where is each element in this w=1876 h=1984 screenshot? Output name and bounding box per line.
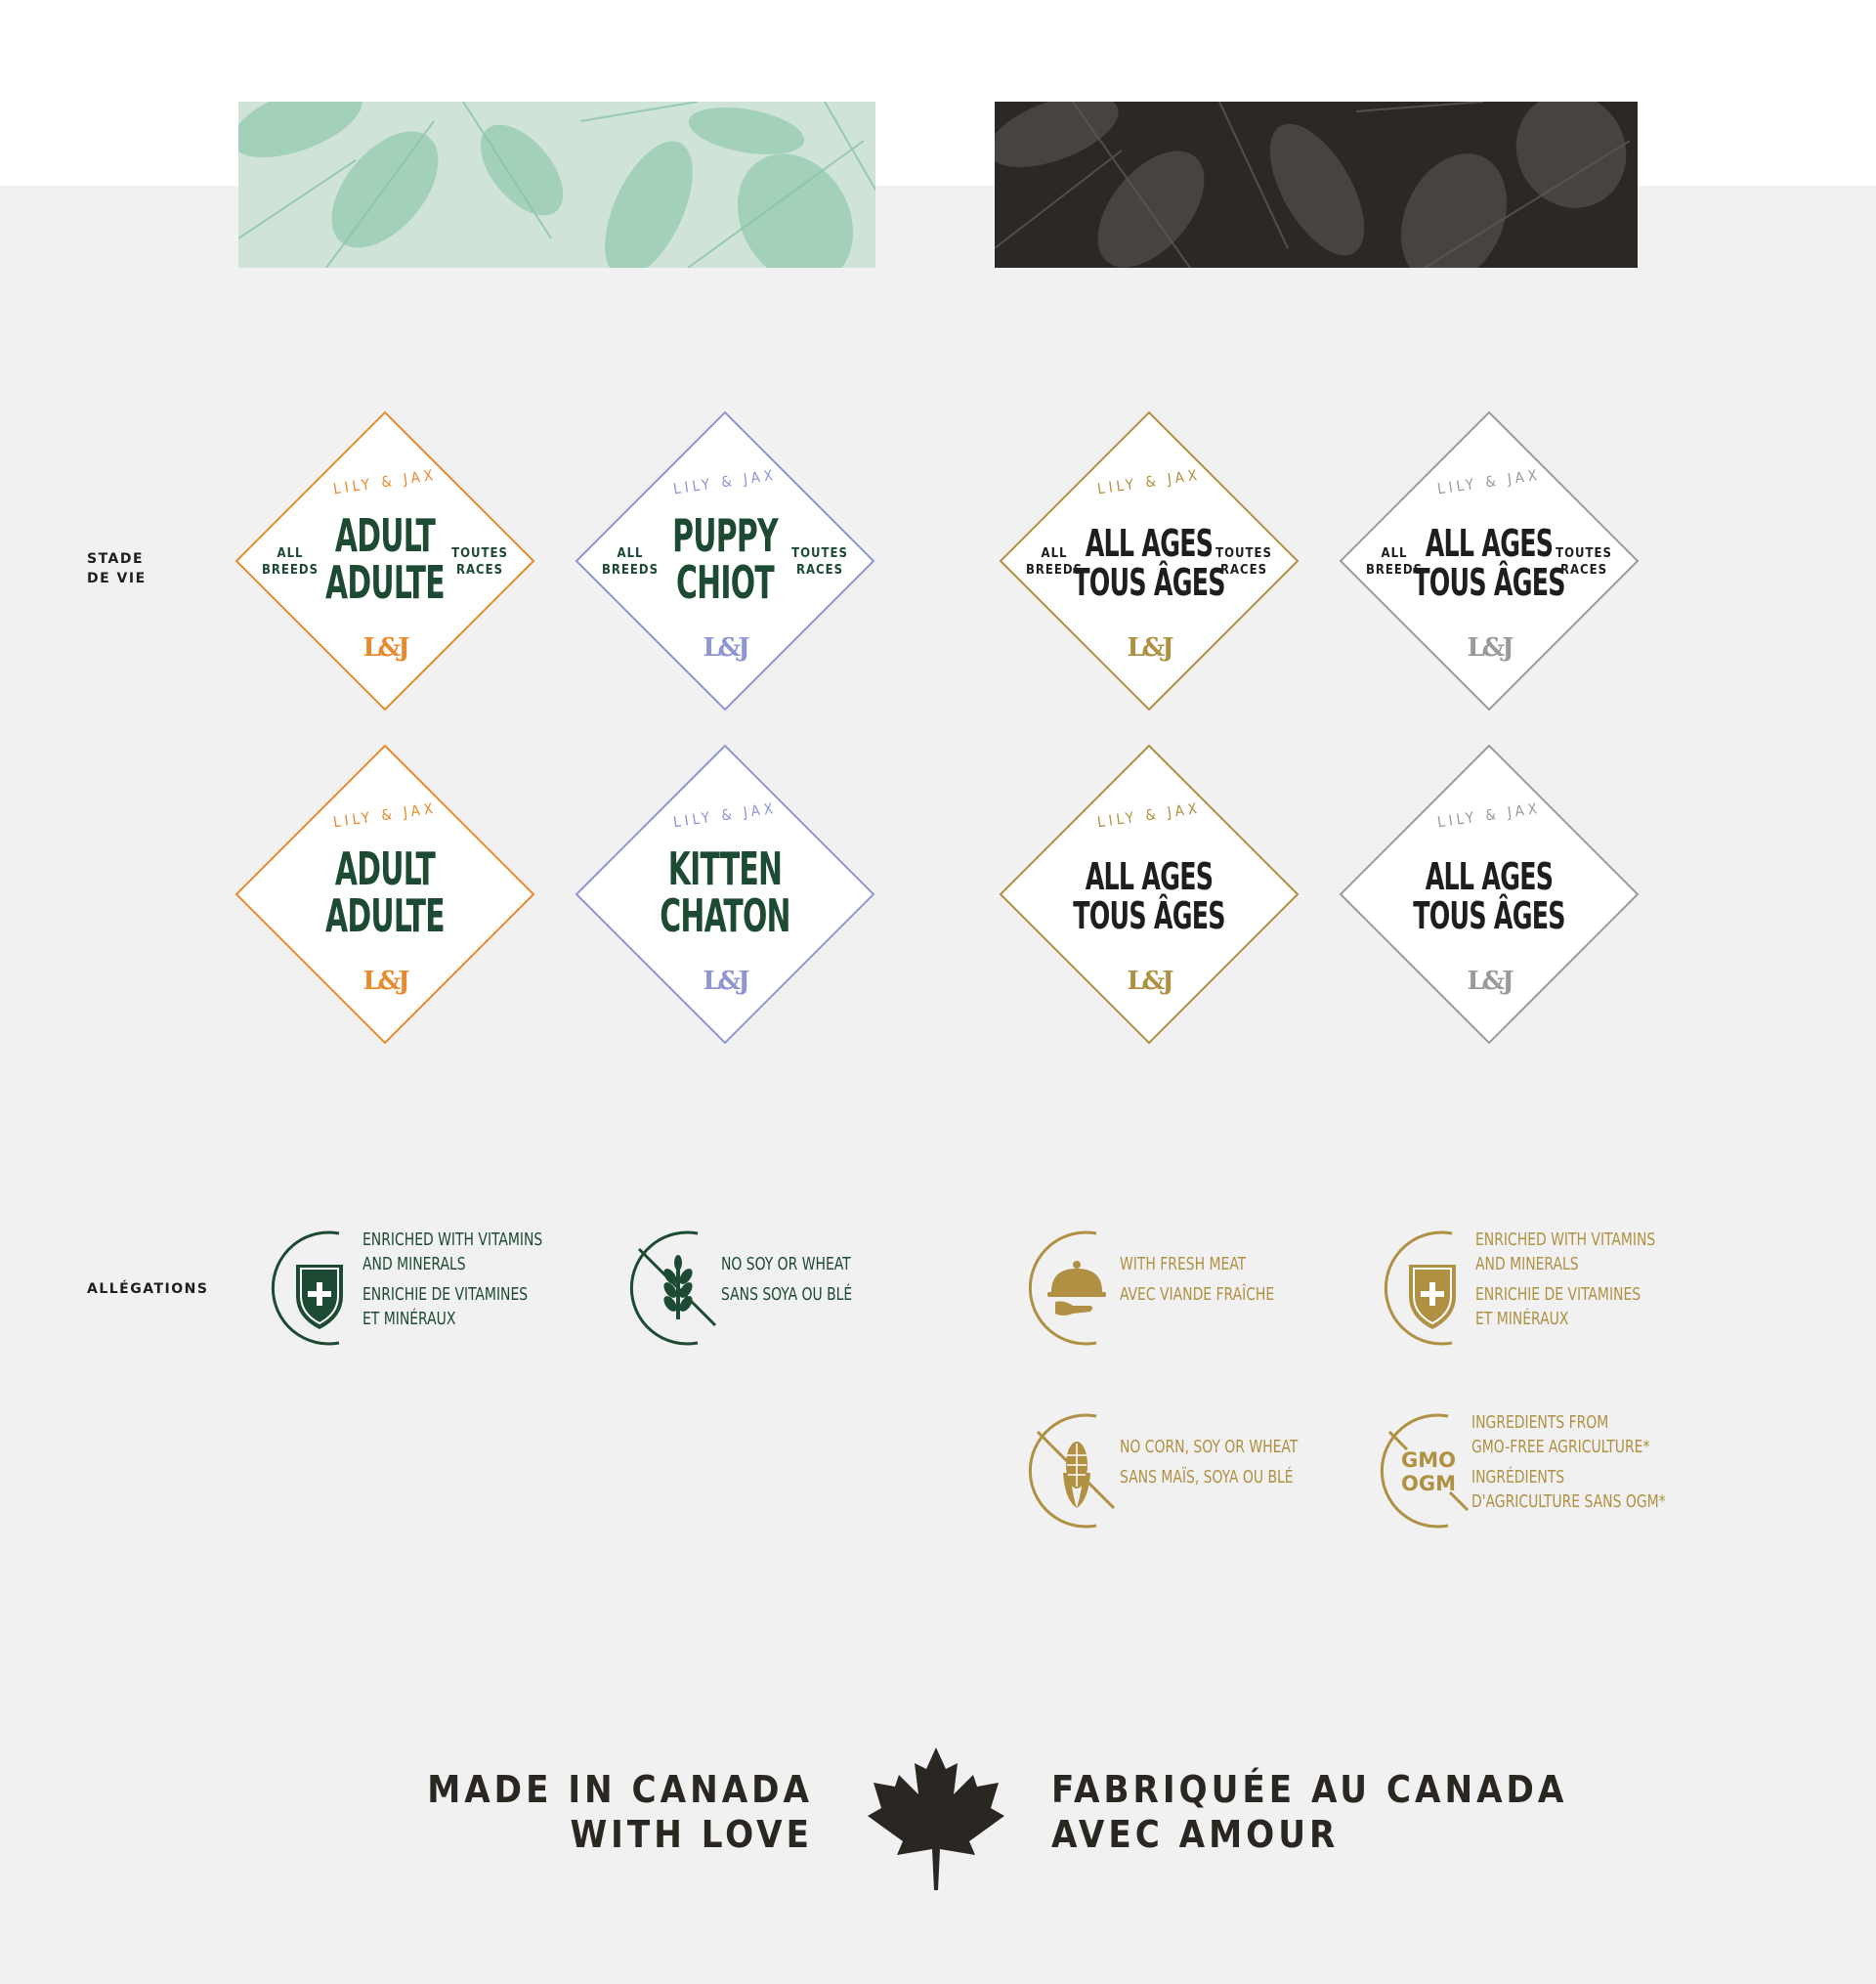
svg-text:GMO: GMO: [1401, 1448, 1456, 1472]
claim-text-fr: AVEC VIANDE FRAÎCHE: [1120, 1284, 1275, 1305]
made-in-canada-fr: FABRIQUÉE AU CANADA AVEC AMOUR: [1051, 1768, 1568, 1856]
badge-brand: LILY & JAX: [1435, 465, 1542, 498]
claim-text-fr: SANS MAÏS, SOYA OU BLÉ: [1120, 1467, 1294, 1488]
botanical-pattern-swatch-mint: [238, 102, 875, 268]
made-in-canada-en: MADE IN CANADA WITH LOVE: [427, 1768, 813, 1856]
lj-monogram-icon: L&J: [703, 967, 747, 996]
lj-monogram-icon: L&J: [362, 633, 407, 663]
badge-all-ages-gray-plain: [1339, 744, 1640, 1045]
badge-title: ADULT ADULTE: [325, 509, 445, 609]
badge-brand: LILY & JAX: [1095, 465, 1202, 498]
claim-text-fr: SANS SOYA OU BLÉ: [721, 1284, 853, 1305]
lj-monogram-icon: L&J: [1467, 633, 1512, 663]
badge-title: KITTEN CHATON: [660, 842, 790, 942]
badge-brand: LILY & JAX: [671, 798, 778, 832]
stage-of-life-label: STADE DE VIE: [87, 551, 147, 586]
badge-all-ages-gold-plain: [999, 744, 1300, 1045]
badge-left-text: ALL BREEDS: [601, 546, 660, 578]
claim-text-fr: ET MINÉRAUX: [1475, 1309, 1569, 1329]
badge-puppy-all-breeds: [575, 410, 875, 712]
claim-text-en: AND MINERALS: [1475, 1254, 1579, 1274]
botanical-pattern-swatch-dark: [995, 102, 1638, 268]
badge-left-text: ALL BREEDS: [1025, 546, 1084, 578]
maple-leaf-icon: [868, 1747, 1004, 1890]
badge-brand: LILY & JAX: [1435, 798, 1542, 832]
badge-right-text: TOUTES RACES: [1556, 546, 1612, 578]
claim-text-en: GMO-FREE AGRICULTURE*: [1471, 1437, 1650, 1457]
badge-left-text: ALL BREEDS: [1365, 546, 1424, 578]
claim-text-en: WITH FRESH MEAT: [1120, 1254, 1247, 1274]
claim-text-en: NO SOY OR WHEAT: [721, 1254, 851, 1274]
claim-text-en: ENRICHED WITH VITAMINS: [1475, 1229, 1656, 1250]
badge-adult-all-breeds: [234, 410, 535, 712]
claims-label: ALLÉGATIONS: [87, 1281, 209, 1297]
badge-all-ages-gold: [999, 410, 1300, 712]
svg-text:OGM: OGM: [1401, 1472, 1456, 1495]
badge-title: ALL AGES TOUS ÂGES: [1413, 855, 1565, 937]
badge-kitten: [575, 744, 875, 1045]
badge-adult: [234, 744, 535, 1045]
badge-title: PUPPY CHIOT: [672, 509, 778, 609]
badge-all-ages-gray: [1339, 410, 1640, 712]
claim-text-en: INGREDIENTS FROM: [1471, 1412, 1609, 1433]
lj-monogram-icon: L&J: [703, 633, 747, 663]
lj-monogram-icon: L&J: [1127, 633, 1172, 663]
lj-monogram-icon: L&J: [1127, 967, 1172, 996]
badge-brand: LILY & JAX: [331, 465, 438, 498]
lj-monogram-icon: L&J: [362, 967, 407, 996]
badge-brand: LILY & JAX: [1095, 798, 1202, 832]
badge-right-text: TOUTES RACES: [791, 546, 848, 578]
claim-text-en: ENRICHED WITH VITAMINS: [362, 1229, 543, 1250]
badge-right-text: TOUTES RACES: [451, 546, 508, 578]
badge-brand: LILY & JAX: [671, 465, 778, 498]
lj-monogram-icon: L&J: [1467, 967, 1512, 996]
badge-title: ALL AGES TOUS ÂGES: [1073, 855, 1225, 937]
claim-text-fr: ENRICHIE DE VITAMINES: [362, 1284, 529, 1305]
claim-text-fr: ET MINÉRAUX: [362, 1309, 456, 1329]
badge-title: ALL AGES TOUS ÂGES: [1413, 522, 1565, 604]
claim-text-fr: D'AGRICULTURE SANS OGM*: [1471, 1491, 1666, 1512]
claim-text-fr: INGRÉDIENTS: [1471, 1467, 1565, 1488]
badge-brand: LILY & JAX: [331, 798, 438, 832]
claim-text-fr: ENRICHIE DE VITAMINES: [1475, 1284, 1642, 1305]
claim-text-en: AND MINERALS: [362, 1254, 466, 1274]
badge-title: ADULT ADULTE: [325, 842, 445, 942]
claim-text-en: NO CORN, SOY OR WHEAT: [1120, 1437, 1299, 1457]
badge-right-text: TOUTES RACES: [1215, 546, 1272, 578]
badge-title: ALL AGES TOUS ÂGES: [1073, 522, 1225, 604]
badge-left-text: ALL BREEDS: [261, 546, 320, 578]
